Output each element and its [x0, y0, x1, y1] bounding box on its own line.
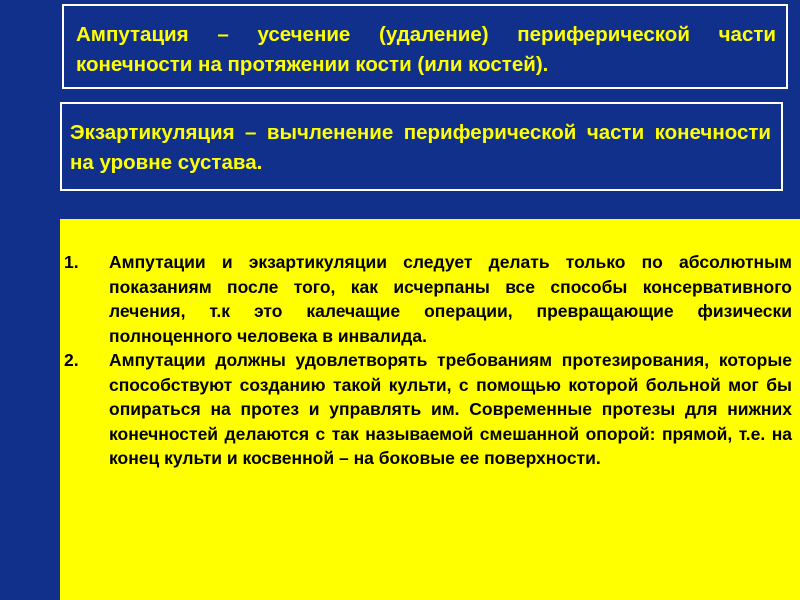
exarticulation-definition-text: Экзартикуляция – вычленение периферической части конечности на уровне сустава.: [70, 121, 771, 174]
list-item-text: Ампутации должны удовлетворять требованиям протезирования, которые способствуют созданию такой культи, с помощью которой больной мог бы опираться на протез и управлять им. Современные протезы для нижних конечностей делаются с так называемой смешанной опорой: прямой, т.е. на конец культи и косвенной – на боковые ее поверхности.: [109, 350, 792, 468]
list-item: [64, 250, 792, 348]
amputation-definition-text: Ампутация – усечение (удаление) периферической части конечности на протяжении кости (или костей).: [76, 23, 776, 76]
amputation-definition-box: [62, 4, 788, 89]
exarticulation-definition-box: [60, 102, 783, 191]
list-item: [64, 348, 792, 471]
principles-list: [64, 250, 792, 471]
list-item-number: 2.: [64, 350, 79, 370]
list-item-text: Ампутации и экзартикуляции следует делать только по абсолютным показаниям после того, как исчерпаны все способы консервативного лечения, т.к это калечащие операции, превращающие физически полноценного человека в инвалида.: [109, 252, 792, 346]
list-item-number: 1.: [64, 252, 79, 272]
